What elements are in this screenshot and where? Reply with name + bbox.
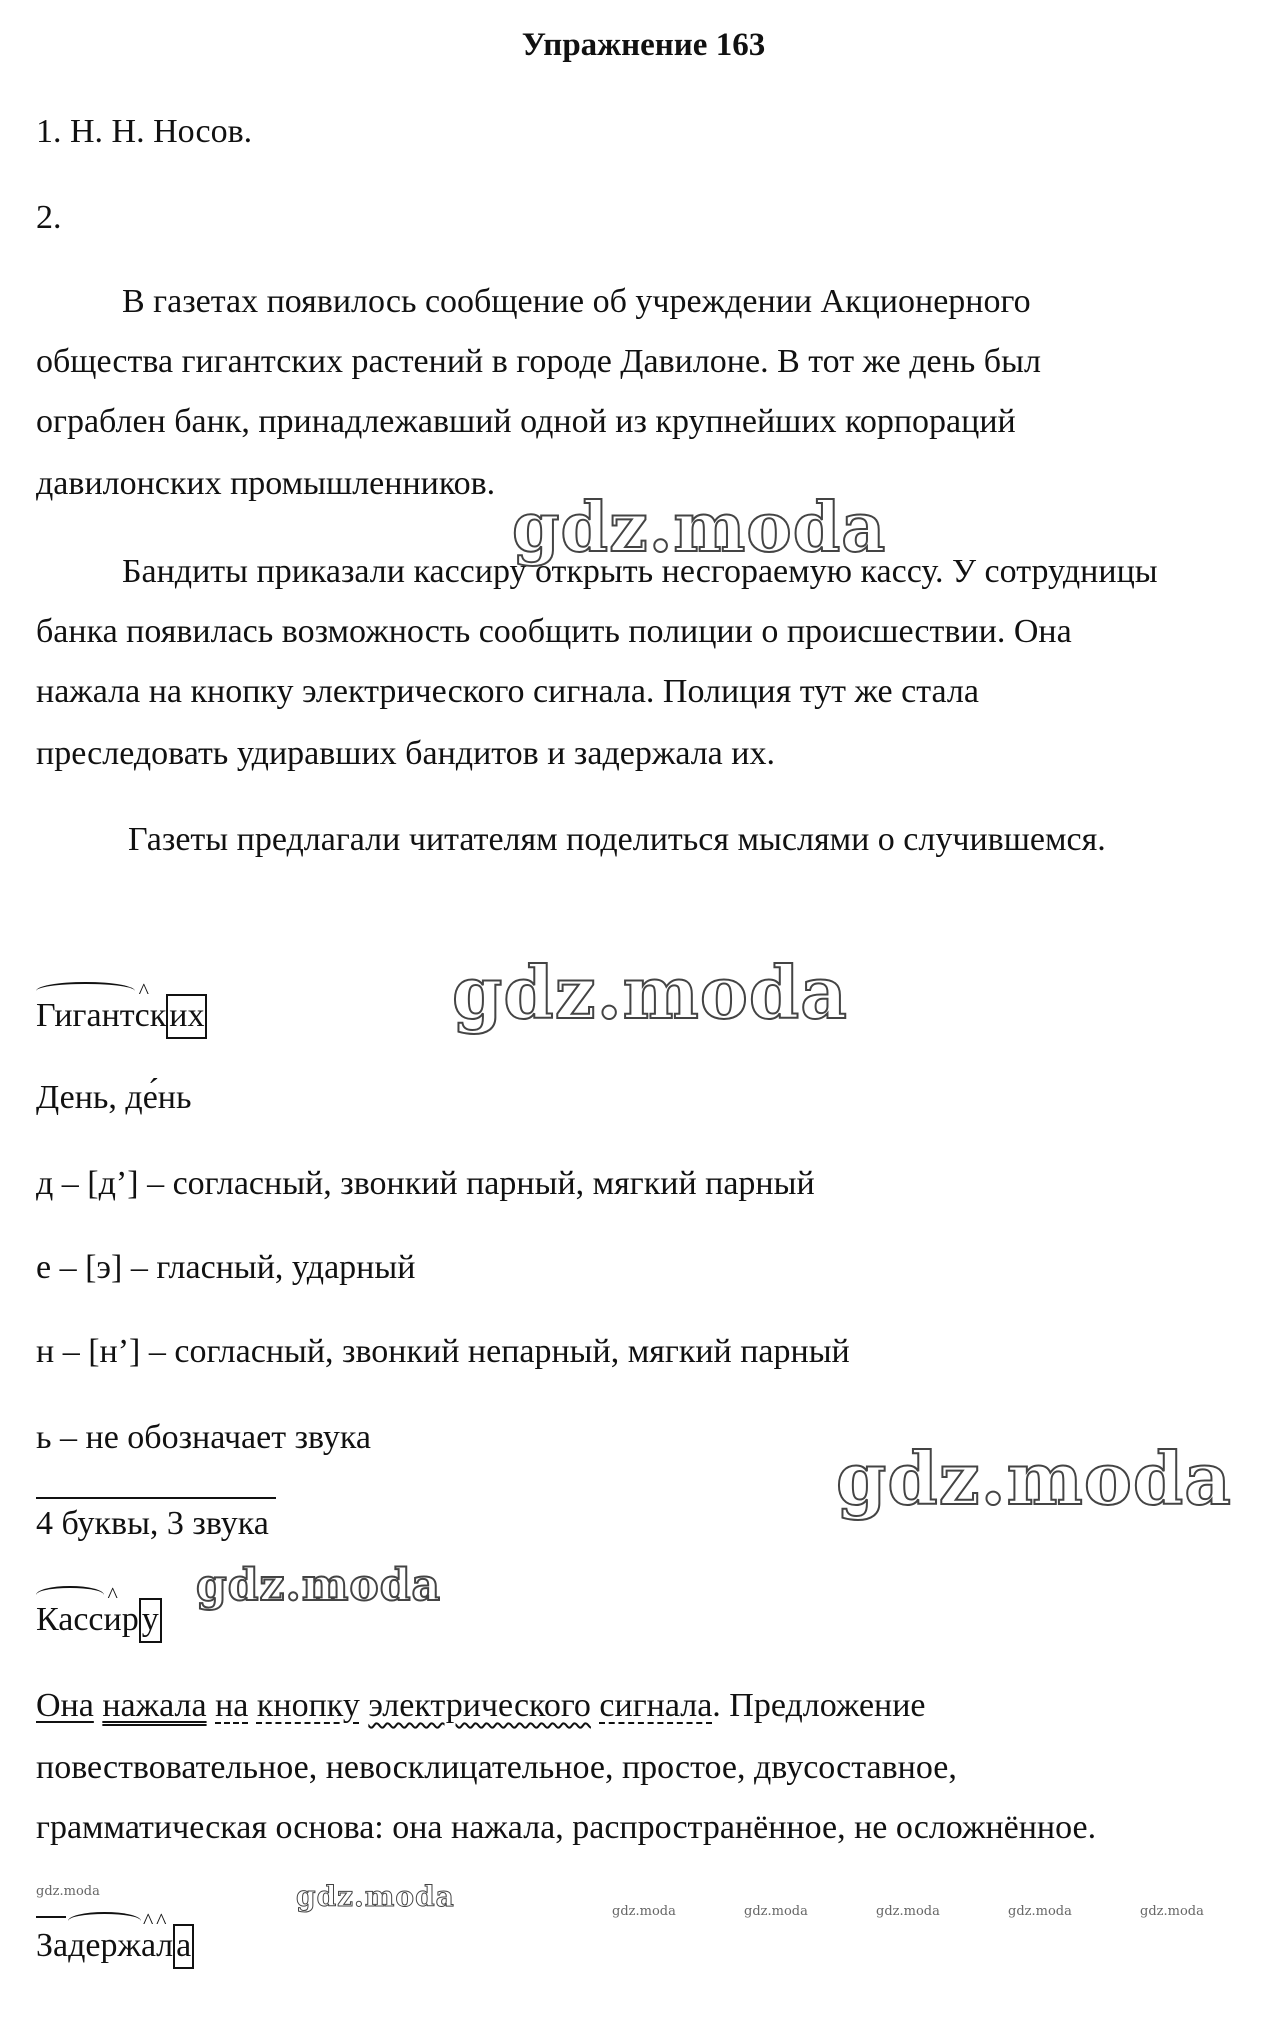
morph-parse-gigantskih: [36, 978, 207, 1039]
phonetic-row-1: д – [д’] – согласный, звонкий парный, мягкий парный: [36, 1165, 815, 1202]
para2-line1: Бандиты приказали кассиру открыть несгораемую кассу. У сотрудницы: [122, 553, 1158, 590]
para1-line1: В газетах появилось сообщение об учреждении Акционерного: [122, 283, 1031, 320]
watermark-small: gdz.moda: [744, 1904, 808, 1919]
para1-line2: общества гигантских растений в городе Давилоне. В тот же день был: [36, 343, 1041, 380]
watermark-small: gdz.moda: [612, 1904, 676, 1919]
summary-divider: [36, 1497, 276, 1499]
watermark-small: gdz.moda: [876, 1904, 940, 1919]
object-2: сигнала: [599, 1687, 713, 1724]
analysis-tail: . Предложение: [712, 1687, 926, 1724]
analysis-line2: повествовательное, невосклицательное, простое, двусоставное,: [36, 1749, 957, 1786]
morph-root: Гигант: [36, 996, 135, 1037]
phonetic-summary: 4 буквы, 3 звука: [36, 1505, 269, 1542]
watermark: gdz.moda: [836, 1436, 1232, 1521]
para1-line4: давилонских промышленников.: [36, 465, 496, 502]
morph-suffix: ^ ск: [134, 978, 167, 1034]
morph-ending: а: [173, 1924, 194, 1969]
morph-suffix: ^ ир: [103, 1582, 139, 1638]
watermark: gdz.moda: [452, 950, 848, 1035]
phonetic-row-3: н – [н’] – согласный, звонкий непарный, мягкий парный: [36, 1333, 850, 1370]
answer-item-2: 2.: [36, 199, 62, 236]
para2-line3: нажала на кнопку электрического сигнала. Полиция тут же стала: [36, 673, 979, 710]
watermark-small: gdz.moda: [1140, 1904, 1204, 1919]
morph-parse-kassiru: [36, 1582, 162, 1643]
answer-item-1: 1. Н. Н. Носов.: [36, 113, 253, 150]
morph-parse-zaderzhala: [36, 1908, 194, 1969]
watermark-small: gdz.moda: [1008, 1904, 1072, 1919]
morph-ending: у: [139, 1598, 162, 1643]
para1-line3: ограблен банк, принадлежавший одной из крупнейших корпораций: [36, 403, 1016, 440]
watermark-small: gdz.moda: [36, 1884, 100, 1899]
watermark: gdz.moda: [296, 1880, 455, 1913]
analysis-line1: [36, 1686, 926, 1727]
morph-prefix: За: [36, 1926, 68, 1967]
object: кнопку: [256, 1687, 360, 1724]
para2-line4: преследовать удиравших бандитов и задержала их.: [36, 735, 775, 772]
morph-root: Касс: [36, 1600, 104, 1641]
morph-suffix: ^ а: [141, 1908, 157, 1964]
para3: Газеты предлагали читателям поделиться мыслями о случившемся.: [128, 821, 1106, 858]
phonetic-row-2: е – [э] – гласный, ударный: [36, 1249, 416, 1286]
object-prep: на: [215, 1687, 249, 1724]
subject: Она: [36, 1687, 94, 1724]
morph-suffix-2: ^ л: [156, 1908, 174, 1964]
watermark: gdz.moda: [512, 488, 887, 568]
exercise-title: Упражнение 163: [521, 27, 766, 63]
para2-line2: банка появилась возможность сообщить полиции о происшествии. Она: [36, 613, 1072, 650]
watermark: gdz.moda: [196, 1560, 442, 1611]
predicate: нажала: [102, 1687, 207, 1724]
phonetic-row-4: ь – не обозначает звука: [36, 1419, 372, 1456]
phonetic-word: День, де́нь: [36, 1079, 192, 1116]
morph-ending: их: [166, 994, 207, 1039]
attribute: электрического: [368, 1687, 591, 1724]
analysis-line3: грамматическая основа: она нажала, распространённое, не осложнённое.: [36, 1809, 1097, 1846]
morph-root: держ: [68, 1926, 141, 1967]
